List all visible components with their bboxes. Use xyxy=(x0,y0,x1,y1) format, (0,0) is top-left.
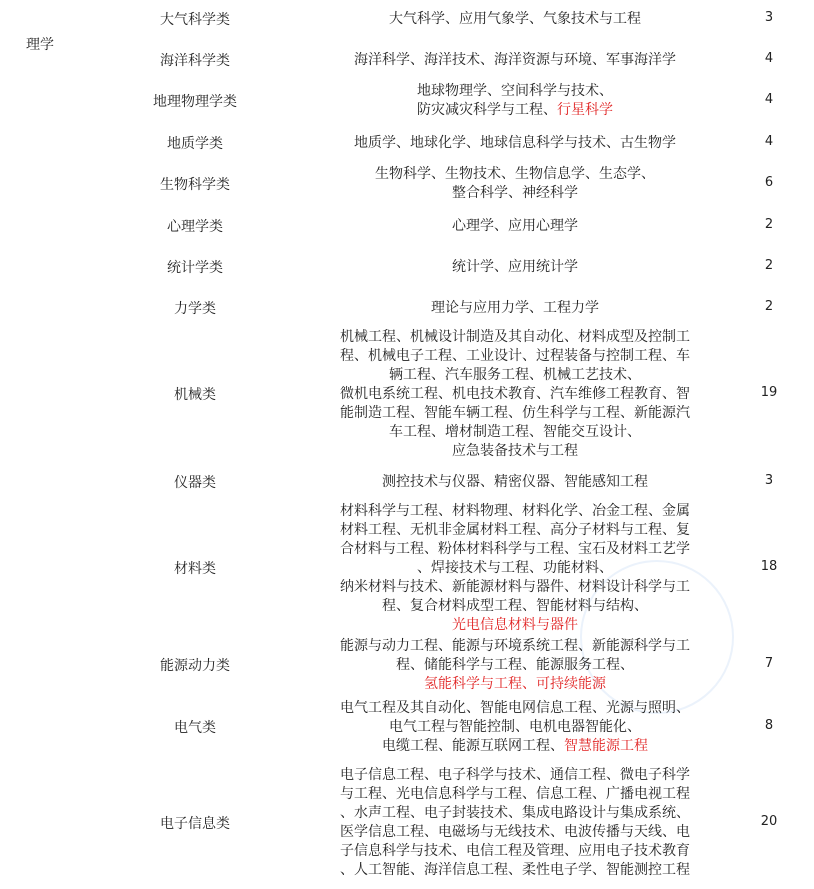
major-count: 7 xyxy=(764,656,774,671)
majors-line xyxy=(300,637,730,656)
major-text: 地球物理学、空间科学与技术、 xyxy=(417,83,613,99)
majors-line xyxy=(300,347,730,366)
majors-line xyxy=(300,540,730,559)
category-name: 能源动力类 xyxy=(160,658,230,674)
major-text: 程、机械电子工程、工业设计、过程装备与控制工程、车 xyxy=(340,347,690,364)
category-name: 生物科学类 xyxy=(160,177,230,193)
major-text: 电气工程与智能控制、电机电器智能化、 xyxy=(389,718,641,735)
major-text: 合材料与工程、粉体材料科学与工程、宝石及材料工艺学 xyxy=(340,540,690,557)
majors-line xyxy=(300,597,730,616)
majors-line xyxy=(300,521,730,540)
majors-list xyxy=(300,134,730,153)
majors-line xyxy=(300,559,730,578)
major-text: 程、复合材料成型工程、智能材料与结构、 xyxy=(382,597,648,614)
major-count: 3 xyxy=(764,473,774,488)
new-major-highlight: 氢能科学与工程、可持续能源 xyxy=(424,675,606,692)
category-name: 电子信息类 xyxy=(160,816,230,832)
major-text: 整合科学、神经科学 xyxy=(452,185,578,201)
majors-line xyxy=(300,785,730,804)
major-count: 19 xyxy=(760,385,778,400)
major-text: 、焊接技术与工程、功能材料、 xyxy=(417,559,613,576)
majors-line xyxy=(300,217,730,236)
majors-line xyxy=(300,366,730,385)
discipline-group-label: 理学 xyxy=(26,37,54,53)
category-name: 力学类 xyxy=(174,301,216,317)
major-text: 车工程、增材制造工程、智能交互设计、 xyxy=(389,423,641,440)
major-text: 纳米材料与技术、新能源材料与器件、材料设计科学与工 xyxy=(340,578,690,595)
major-text: 电子信息工程、电子科学与技术、通信工程、微电子科学 xyxy=(340,767,690,783)
majors-line xyxy=(300,134,730,153)
majors-line xyxy=(300,502,730,521)
new-major-highlight: 光电信息材料与器件 xyxy=(452,616,578,633)
majors-list xyxy=(300,699,730,756)
majors-line xyxy=(300,442,730,461)
major-text: 统计学、应用统计学 xyxy=(452,258,578,275)
major-text: 电气工程及其自动化、智能电网信息工程、光源与照明、 xyxy=(340,699,690,716)
majors-list xyxy=(300,637,730,694)
major-text: 大气科学、应用气象学、气象技术与工程 xyxy=(389,10,641,27)
major-count: 6 xyxy=(764,175,774,190)
majors-line xyxy=(300,766,730,785)
majors-line xyxy=(300,82,730,101)
majors-list xyxy=(300,217,730,236)
major-text: 微机电系统工程、机电技术教育、汽车维修工程教育、智 xyxy=(340,385,690,402)
major-text: 材料科学与工程、材料物理、材料化学、冶金工程、金属 xyxy=(340,502,690,519)
major-text: 子信息科学与技术、电信工程及管理、应用电子技术教育 xyxy=(340,843,690,859)
category-name: 大气科学类 xyxy=(160,12,230,28)
major-text: 与工程、光电信息科学与工程、信息工程、广播电视工程 xyxy=(340,786,690,802)
majors-list xyxy=(300,165,730,203)
majors-line xyxy=(300,165,730,184)
category-name: 地质学类 xyxy=(167,136,223,152)
major-text: 测控技术与仪器、精密仪器、智能感知工程 xyxy=(382,473,648,490)
major-count: 20 xyxy=(760,814,778,829)
category-name: 地理物理学类 xyxy=(153,94,237,110)
majors-list xyxy=(300,82,730,120)
major-text: 电缆工程、能源互联网工程、 xyxy=(382,737,564,754)
majors-list xyxy=(300,473,730,492)
new-major-highlight: 智慧能源工程 xyxy=(564,737,648,754)
major-text: 心理学、应用心理学 xyxy=(452,217,578,234)
majors-line xyxy=(300,404,730,423)
majors-list xyxy=(300,766,730,880)
majors-line xyxy=(300,737,730,756)
major-text: 程、储能科学与工程、能源服务工程、 xyxy=(396,656,634,673)
majors-line xyxy=(300,328,730,347)
major-text: 机械工程、机械设计制造及其自动化、材料成型及控制工 xyxy=(340,328,690,345)
category-name: 机械类 xyxy=(174,387,216,403)
majors-line xyxy=(300,718,730,737)
category-name: 电气类 xyxy=(174,720,216,736)
category-name: 材料类 xyxy=(174,561,216,577)
major-text: 防灾减灾科学与工程、 xyxy=(417,102,557,118)
major-text: 海洋科学、海洋技术、海洋资源与环境、军事海洋学 xyxy=(354,51,676,68)
major-count: 4 xyxy=(764,51,774,66)
majors-line xyxy=(300,51,730,70)
majors-line xyxy=(300,675,730,694)
majors-line xyxy=(300,101,730,120)
majors-line xyxy=(300,258,730,277)
major-text: 、水声工程、电子封装技术、集成电路设计与集成系统、 xyxy=(340,805,690,821)
new-major-highlight: 行星科学 xyxy=(557,102,613,118)
majors-line xyxy=(300,578,730,597)
major-count: 8 xyxy=(764,718,774,733)
majors-line xyxy=(300,656,730,675)
majors-list xyxy=(300,51,730,70)
category-name: 统计学类 xyxy=(167,260,223,276)
majors-line xyxy=(300,385,730,404)
major-count: 2 xyxy=(764,258,774,273)
category-name: 仪器类 xyxy=(174,475,216,491)
majors-line xyxy=(300,842,730,861)
major-text: 应急装备技术与工程 xyxy=(452,442,578,459)
major-count: 3 xyxy=(764,10,774,25)
majors-list xyxy=(300,10,730,29)
majors-list xyxy=(300,328,730,461)
major-count: 4 xyxy=(764,134,774,149)
majors-line xyxy=(300,10,730,29)
category-name: 海洋科学类 xyxy=(160,53,230,69)
major-count: 2 xyxy=(764,217,774,232)
major-text: 能源与动力工程、能源与环境系统工程、新能源科学与工 xyxy=(340,637,690,654)
major-text: 能制造工程、智能车辆工程、仿生科学与工程、新能源汽 xyxy=(340,404,690,421)
major-count: 4 xyxy=(764,92,774,107)
majors-line xyxy=(300,423,730,442)
majors-list xyxy=(300,258,730,277)
majors-line xyxy=(300,473,730,492)
major-text: 理论与应用力学、工程力学 xyxy=(431,299,599,316)
major-text: 地质学、地球化学、地球信息科学与技术、古生物学 xyxy=(354,134,676,151)
major-text: 医学信息工程、电磁场与无线技术、电波传播与天线、电 xyxy=(340,824,690,840)
majors-line xyxy=(300,616,730,635)
major-text: 、人工智能、海洋信息工程、柔性电子学、智能测控工程 xyxy=(340,862,690,878)
major-count: 2 xyxy=(764,299,774,314)
major-text: 辆工程、汽车服务工程、机械工艺技术、 xyxy=(389,366,641,383)
majors-line xyxy=(300,823,730,842)
majors-line xyxy=(300,299,730,318)
majors-line xyxy=(300,699,730,718)
majors-line xyxy=(300,804,730,823)
majors-list xyxy=(300,299,730,318)
major-count: 18 xyxy=(760,559,778,574)
category-name: 心理学类 xyxy=(167,219,223,235)
majors-line xyxy=(300,184,730,203)
major-text: 生物科学、生物技术、生物信息学、生态学、 xyxy=(375,166,655,182)
majors-line xyxy=(300,861,730,880)
majors-list xyxy=(300,502,730,635)
major-text: 材料工程、无机非金属材料工程、高分子材料与工程、复 xyxy=(340,521,690,538)
